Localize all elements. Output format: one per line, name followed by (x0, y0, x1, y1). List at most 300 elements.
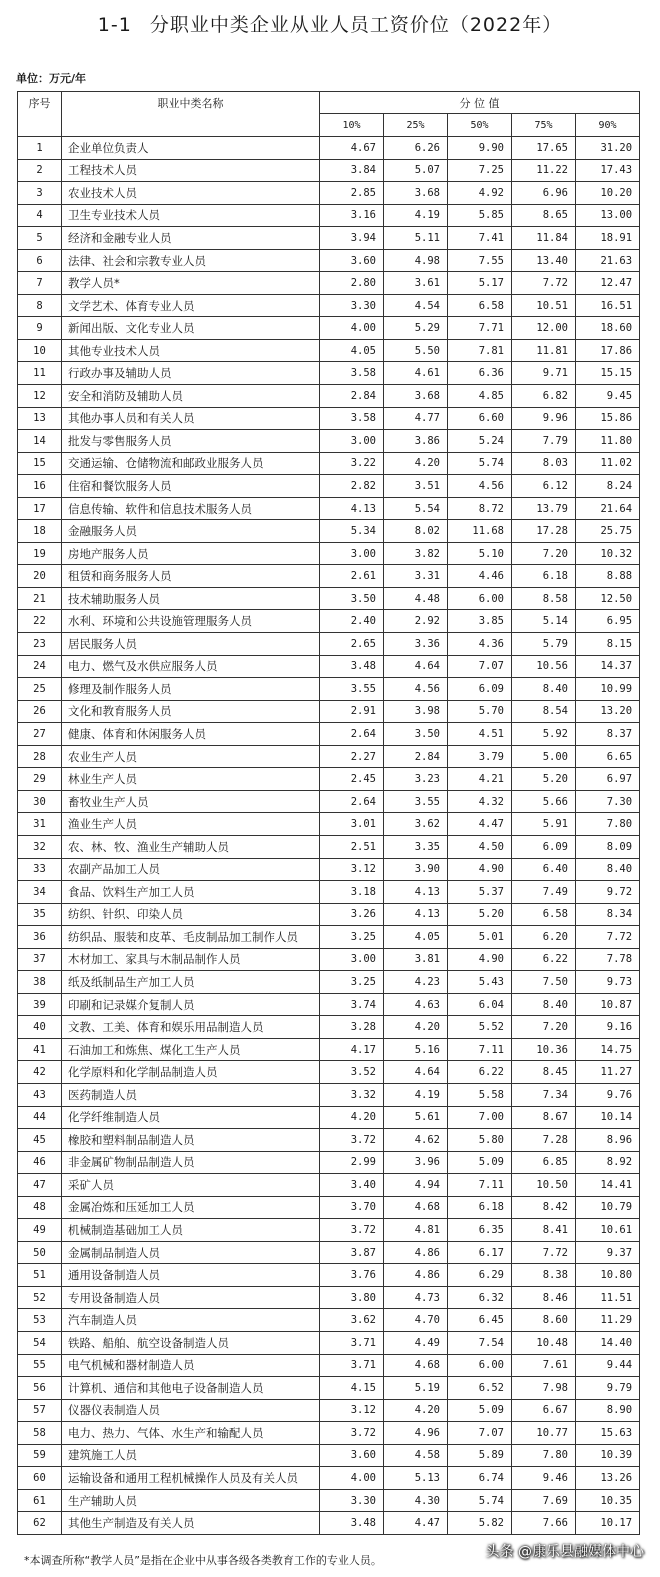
value-p10: 3.94 (320, 227, 384, 250)
value-p75: 17.65 (512, 137, 576, 160)
value-p90: 10.35 (576, 1489, 640, 1512)
value-p90: 9.79 (576, 1377, 640, 1400)
value-p75: 5.79 (512, 633, 576, 656)
value-p10: 3.58 (320, 407, 384, 430)
value-p75: 8.41 (512, 1219, 576, 1242)
value-p10: 3.87 (320, 1241, 384, 1264)
row-index: 2 (18, 159, 62, 182)
value-p25: 4.47 (384, 1512, 448, 1535)
value-p90: 17.43 (576, 159, 640, 182)
title-text: 分职业中类企业从业人员工资价位（2022年） (149, 14, 563, 36)
value-p10: 2.84 (320, 385, 384, 408)
occupation-name: 生产辅助人员 (62, 1489, 320, 1512)
value-p10: 2.64 (320, 790, 384, 813)
value-p90: 25.75 (576, 520, 640, 543)
value-p75: 17.28 (512, 520, 576, 543)
value-p25: 4.58 (384, 1444, 448, 1467)
value-p25: 2.92 (384, 610, 448, 633)
occupation-name: 机械制造基础加工人员 (62, 1219, 320, 1242)
table-row (18, 565, 640, 588)
occupation-name: 石油加工和炼焦、煤化工生产人员 (62, 1038, 320, 1061)
row-index: 45 (18, 1129, 62, 1152)
value-p10: 2.61 (320, 565, 384, 588)
value-p10: 4.15 (320, 1377, 384, 1400)
value-p25: 4.20 (384, 452, 448, 475)
value-p10: 3.72 (320, 1422, 384, 1445)
occupation-name: 医药制造人员 (62, 1083, 320, 1106)
value-p25: 4.49 (384, 1331, 448, 1354)
value-p75: 8.38 (512, 1264, 576, 1287)
value-p25: 3.98 (384, 700, 448, 723)
value-p10: 3.01 (320, 813, 384, 836)
value-p25: 3.68 (384, 385, 448, 408)
value-p10: 3.26 (320, 903, 384, 926)
occupation-name: 居民服务人员 (62, 633, 320, 656)
value-p25: 4.73 (384, 1286, 448, 1309)
value-p25: 4.05 (384, 926, 448, 949)
row-index: 49 (18, 1219, 62, 1242)
value-p50: 5.24 (448, 430, 512, 453)
value-p90: 8.09 (576, 835, 640, 858)
header-row (18, 92, 640, 114)
value-p10: 2.51 (320, 835, 384, 858)
value-p75: 7.28 (512, 1129, 576, 1152)
value-p25: 5.13 (384, 1467, 448, 1490)
value-p10: 3.00 (320, 430, 384, 453)
value-p75: 6.18 (512, 565, 576, 588)
table-row (18, 249, 640, 272)
header-p10: 10% (320, 114, 384, 137)
row-index: 11 (18, 362, 62, 385)
value-p90: 8.40 (576, 858, 640, 881)
occupation-name: 渔业生产人员 (62, 813, 320, 836)
value-p50: 5.82 (448, 1512, 512, 1535)
header-p90: 90% (576, 114, 640, 137)
occupation-name: 水利、环境和公共设施管理服务人员 (62, 610, 320, 633)
value-p90: 8.96 (576, 1129, 640, 1152)
value-p50: 5.09 (448, 1399, 512, 1422)
occupation-name: 修理及制作服务人员 (62, 678, 320, 701)
table-row (18, 362, 640, 385)
table-row (18, 407, 640, 430)
occupation-name: 行政办事及辅助人员 (62, 362, 320, 385)
value-p50: 7.41 (448, 227, 512, 250)
row-index: 33 (18, 858, 62, 881)
value-p75: 10.51 (512, 294, 576, 317)
occupation-name: 安全和消防及辅助人员 (62, 385, 320, 408)
occupation-name: 卫生专业技术人员 (62, 204, 320, 227)
occupation-name: 汽车制造人员 (62, 1309, 320, 1332)
value-p50: 5.74 (448, 1489, 512, 1512)
value-p10: 3.00 (320, 542, 384, 565)
value-p75: 10.50 (512, 1174, 576, 1197)
value-p50: 4.85 (448, 385, 512, 408)
value-p25: 3.23 (384, 768, 448, 791)
table-row (18, 610, 640, 633)
row-index: 53 (18, 1309, 62, 1332)
table-row (18, 745, 640, 768)
table-row (18, 1286, 640, 1309)
value-p90: 11.27 (576, 1061, 640, 1084)
value-p25: 3.90 (384, 858, 448, 881)
table-row (18, 227, 640, 250)
table-row (18, 542, 640, 565)
value-p10: 4.17 (320, 1038, 384, 1061)
value-p10: 3.55 (320, 678, 384, 701)
value-p75: 6.82 (512, 385, 576, 408)
occupation-name: 法律、社会和宗教专业人员 (62, 249, 320, 272)
value-p75: 11.84 (512, 227, 576, 250)
value-p50: 4.50 (448, 835, 512, 858)
row-index: 17 (18, 497, 62, 520)
value-p50: 6.74 (448, 1467, 512, 1490)
value-p90: 15.86 (576, 407, 640, 430)
value-p90: 7.72 (576, 926, 640, 949)
occupation-name: 化学纤维制造人员 (62, 1106, 320, 1129)
value-p25: 4.61 (384, 362, 448, 385)
occupation-name: 纺织品、服装和皮革、毛皮制品加工制作人员 (62, 926, 320, 949)
value-p25: 5.16 (384, 1038, 448, 1061)
table-row (18, 520, 640, 543)
value-p25: 4.68 (384, 1354, 448, 1377)
table-row (18, 1512, 640, 1535)
value-p75: 8.40 (512, 678, 576, 701)
row-index: 16 (18, 475, 62, 498)
value-p10: 4.67 (320, 137, 384, 160)
footnote: *本调查所称“教学人员”是指在企业中从事各级各类教育工作的专业人员。 (24, 1554, 382, 1567)
value-p75: 6.67 (512, 1399, 576, 1422)
value-p90: 13.20 (576, 700, 640, 723)
row-index: 1 (18, 137, 62, 160)
value-p10: 3.84 (320, 159, 384, 182)
occupation-name: 信息传输、软件和信息技术服务人员 (62, 497, 320, 520)
value-p50: 7.55 (448, 249, 512, 272)
occupation-name: 采矿人员 (62, 1174, 320, 1197)
value-p75: 10.36 (512, 1038, 576, 1061)
table-row (18, 204, 640, 227)
value-p25: 3.31 (384, 565, 448, 588)
occupation-name: 电气机械和器材制造人员 (62, 1354, 320, 1377)
value-p75: 13.79 (512, 497, 576, 520)
row-index: 4 (18, 204, 62, 227)
value-p90: 10.17 (576, 1512, 640, 1535)
value-p75: 8.67 (512, 1106, 576, 1129)
row-index: 5 (18, 227, 62, 250)
value-p10: 2.99 (320, 1151, 384, 1174)
table-row (18, 790, 640, 813)
table-row (18, 1422, 640, 1445)
value-p10: 2.65 (320, 633, 384, 656)
value-p50: 5.85 (448, 204, 512, 227)
occupation-name: 工程技术人员 (62, 159, 320, 182)
value-p90: 9.72 (576, 881, 640, 904)
value-p25: 5.11 (384, 227, 448, 250)
occupation-name: 印刷和记录媒介复制人员 (62, 993, 320, 1016)
value-p90: 17.86 (576, 339, 640, 362)
value-p50: 6.00 (448, 587, 512, 610)
value-p90: 11.29 (576, 1309, 640, 1332)
value-p50: 6.09 (448, 678, 512, 701)
value-p50: 5.52 (448, 1016, 512, 1039)
value-p75: 8.03 (512, 452, 576, 475)
value-p90: 14.40 (576, 1331, 640, 1354)
value-p25: 4.62 (384, 1129, 448, 1152)
value-p25: 4.70 (384, 1309, 448, 1332)
header-idx: 序号 (18, 92, 62, 137)
value-p25: 5.19 (384, 1377, 448, 1400)
value-p90: 8.88 (576, 565, 640, 588)
value-p50: 11.68 (448, 520, 512, 543)
value-p90: 9.16 (576, 1016, 640, 1039)
value-p25: 3.55 (384, 790, 448, 813)
table-row (18, 294, 640, 317)
value-p10: 3.40 (320, 1174, 384, 1197)
table-row (18, 1467, 640, 1490)
table-row (18, 475, 640, 498)
row-index: 41 (18, 1038, 62, 1061)
value-p90: 11.80 (576, 430, 640, 453)
value-p25: 6.26 (384, 137, 448, 160)
occupation-name: 租赁和商务服务人员 (62, 565, 320, 588)
table-row (18, 385, 640, 408)
value-p10: 2.80 (320, 272, 384, 295)
value-p10: 2.27 (320, 745, 384, 768)
wage-table (17, 91, 640, 1535)
table-row (18, 1196, 640, 1219)
value-p75: 8.46 (512, 1286, 576, 1309)
row-index: 24 (18, 655, 62, 678)
value-p75: 8.42 (512, 1196, 576, 1219)
value-p50: 6.52 (448, 1377, 512, 1400)
title-number: 1-1 (97, 14, 132, 36)
value-p75: 10.77 (512, 1422, 576, 1445)
occupation-name: 批发与零售服务人员 (62, 430, 320, 453)
value-p10: 3.25 (320, 926, 384, 949)
value-p50: 7.25 (448, 159, 512, 182)
occupation-name: 运输设备和通用工程机械操作人员及有关人员 (62, 1467, 320, 1490)
value-p75: 6.96 (512, 182, 576, 205)
value-p75: 6.09 (512, 835, 576, 858)
occupation-name: 技术辅助服务人员 (62, 587, 320, 610)
value-p10: 3.60 (320, 249, 384, 272)
value-p90: 12.50 (576, 587, 640, 610)
value-p25: 3.35 (384, 835, 448, 858)
value-p10: 3.60 (320, 1444, 384, 1467)
row-index: 15 (18, 452, 62, 475)
value-p90: 9.76 (576, 1083, 640, 1106)
table-row (18, 903, 640, 926)
value-p75: 5.14 (512, 610, 576, 633)
table-row (18, 1083, 640, 1106)
occupation-name: 电力、热力、气体、水生产和输配人员 (62, 1422, 320, 1445)
value-p10: 3.30 (320, 1489, 384, 1512)
value-p25: 5.61 (384, 1106, 448, 1129)
row-index: 12 (18, 385, 62, 408)
value-p10: 3.12 (320, 1399, 384, 1422)
unit-label: 单位：万元/年 (16, 72, 87, 85)
row-index: 21 (18, 587, 62, 610)
value-p75: 6.20 (512, 926, 576, 949)
value-p10: 3.80 (320, 1286, 384, 1309)
value-p90: 9.45 (576, 385, 640, 408)
value-p90: 13.00 (576, 204, 640, 227)
value-p75: 7.80 (512, 1444, 576, 1467)
value-p25: 3.62 (384, 813, 448, 836)
value-p90: 7.80 (576, 813, 640, 836)
value-p50: 6.17 (448, 1241, 512, 1264)
value-p50: 6.32 (448, 1286, 512, 1309)
row-index: 13 (18, 407, 62, 430)
value-p75: 8.45 (512, 1061, 576, 1084)
value-p75: 7.34 (512, 1083, 576, 1106)
value-p25: 4.30 (384, 1489, 448, 1512)
table-row (18, 272, 640, 295)
occupation-name: 畜牧业生产人员 (62, 790, 320, 813)
table-row (18, 835, 640, 858)
table-row (18, 723, 640, 746)
table-row (18, 1106, 640, 1129)
value-p50: 4.21 (448, 768, 512, 791)
occupation-name: 交通运输、仓储物流和邮政业服务人员 (62, 452, 320, 475)
value-p90: 8.15 (576, 633, 640, 656)
table-row (18, 768, 640, 791)
value-p75: 11.22 (512, 159, 576, 182)
row-index: 39 (18, 993, 62, 1016)
value-p50: 6.29 (448, 1264, 512, 1287)
row-index: 51 (18, 1264, 62, 1287)
table-row (18, 813, 640, 836)
value-p50: 4.46 (448, 565, 512, 588)
value-p75: 7.49 (512, 881, 576, 904)
occupation-name: 金融服务人员 (62, 520, 320, 543)
value-p25: 4.63 (384, 993, 448, 1016)
value-p75: 7.66 (512, 1512, 576, 1535)
value-p10: 3.72 (320, 1129, 384, 1152)
row-index: 25 (18, 678, 62, 701)
occupation-name: 房地产服务人员 (62, 542, 320, 565)
occupation-name: 纺织、针织、印染人员 (62, 903, 320, 926)
row-index: 18 (18, 520, 62, 543)
value-p90: 11.51 (576, 1286, 640, 1309)
value-p90: 18.91 (576, 227, 640, 250)
row-index: 30 (18, 790, 62, 813)
row-index: 28 (18, 745, 62, 768)
value-p50: 4.47 (448, 813, 512, 836)
value-p50: 6.36 (448, 362, 512, 385)
value-p10: 3.72 (320, 1219, 384, 1242)
value-p90: 21.64 (576, 497, 640, 520)
value-p10: 3.70 (320, 1196, 384, 1219)
value-p50: 6.60 (448, 407, 512, 430)
value-p50: 7.81 (448, 339, 512, 362)
value-p90: 8.37 (576, 723, 640, 746)
value-p50: 3.79 (448, 745, 512, 768)
value-p10: 3.22 (320, 452, 384, 475)
value-p25: 3.86 (384, 430, 448, 453)
value-p25: 4.98 (384, 249, 448, 272)
occupation-name: 专用设备制造人员 (62, 1286, 320, 1309)
value-p90: 8.24 (576, 475, 640, 498)
row-index: 42 (18, 1061, 62, 1084)
value-p10: 3.58 (320, 362, 384, 385)
occupation-name: 建筑施工人员 (62, 1444, 320, 1467)
table-row (18, 926, 640, 949)
row-index: 37 (18, 948, 62, 971)
table-row (18, 1377, 640, 1400)
row-index: 22 (18, 610, 62, 633)
value-p75: 13.40 (512, 249, 576, 272)
value-p50: 9.90 (448, 137, 512, 160)
occupation-name: 非金属矿物制品制造人员 (62, 1151, 320, 1174)
header-name: 职业中类名称 (62, 92, 320, 137)
occupation-name: 健康、体育和休闲服务人员 (62, 723, 320, 746)
header-p75: 75% (512, 114, 576, 137)
value-p10: 3.71 (320, 1354, 384, 1377)
value-p25: 3.68 (384, 182, 448, 205)
row-index: 44 (18, 1106, 62, 1129)
value-p90: 10.99 (576, 678, 640, 701)
value-p75: 7.50 (512, 971, 576, 994)
row-index: 14 (18, 430, 62, 453)
row-index: 10 (18, 339, 62, 362)
table-row (18, 137, 640, 160)
value-p50: 4.92 (448, 182, 512, 205)
table-row (18, 1354, 640, 1377)
value-p75: 10.56 (512, 655, 576, 678)
value-p25: 4.19 (384, 1083, 448, 1106)
row-index: 54 (18, 1331, 62, 1354)
row-index: 57 (18, 1399, 62, 1422)
table-row (18, 971, 640, 994)
row-index: 20 (18, 565, 62, 588)
occupation-name: 农业生产人员 (62, 745, 320, 768)
value-p10: 3.76 (320, 1264, 384, 1287)
value-p25: 4.19 (384, 204, 448, 227)
value-p75: 5.66 (512, 790, 576, 813)
table-row (18, 1061, 640, 1084)
row-index: 36 (18, 926, 62, 949)
value-p25: 3.81 (384, 948, 448, 971)
value-p10: 3.18 (320, 881, 384, 904)
value-p50: 7.11 (448, 1174, 512, 1197)
value-p90: 14.41 (576, 1174, 640, 1197)
value-p90: 9.44 (576, 1354, 640, 1377)
header-percentile-group: 分 位 值 (320, 92, 640, 114)
value-p25: 4.96 (384, 1422, 448, 1445)
row-index: 27 (18, 723, 62, 746)
value-p10: 3.28 (320, 1016, 384, 1039)
value-p75: 8.60 (512, 1309, 576, 1332)
value-p50: 4.32 (448, 790, 512, 813)
occupation-name: 林业生产人员 (62, 768, 320, 791)
value-p10: 4.00 (320, 317, 384, 340)
occupation-name: 其他办事人员和有关人员 (62, 407, 320, 430)
occupation-name: 文化和教育服务人员 (62, 700, 320, 723)
value-p10: 2.40 (320, 610, 384, 633)
value-p75: 12.00 (512, 317, 576, 340)
header-p25: 25% (384, 114, 448, 137)
value-p10: 3.71 (320, 1331, 384, 1354)
table-row (18, 159, 640, 182)
occupation-name: 铁路、船舶、航空设备制造人员 (62, 1331, 320, 1354)
value-p90: 10.14 (576, 1106, 640, 1129)
value-p75: 6.12 (512, 475, 576, 498)
occupation-name: 仪器仪表制造人员 (62, 1399, 320, 1422)
table-row (18, 430, 640, 453)
value-p25: 4.81 (384, 1219, 448, 1242)
value-p50: 5.01 (448, 926, 512, 949)
row-index: 3 (18, 182, 62, 205)
